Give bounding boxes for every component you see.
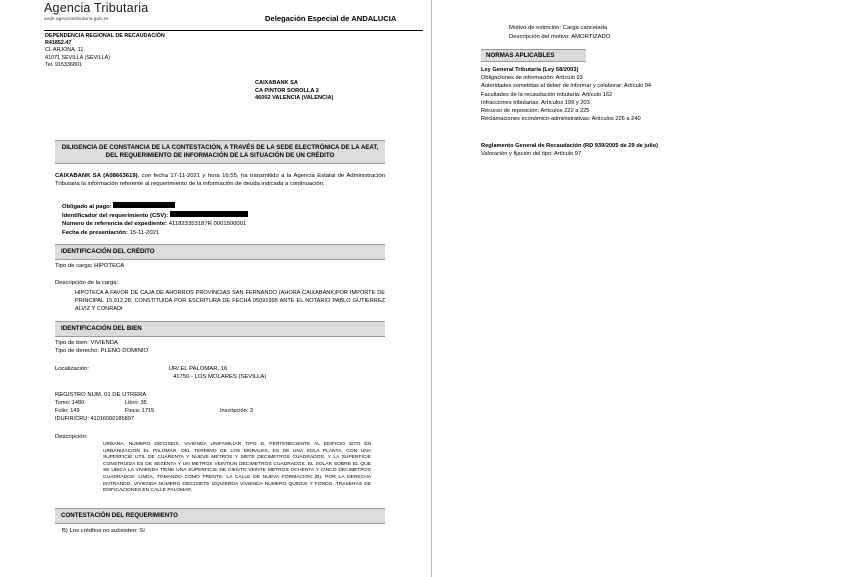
logo-title: Agencia Tributaria	[44, 1, 149, 15]
field-referencia	[62, 220, 392, 229]
ley-title: Ley General Tributaria (Ley 58/2003)	[481, 67, 579, 73]
asset-right-row	[55, 347, 385, 355]
left-page	[0, 0, 431, 577]
ley-item: Obligaciones de información: Artículo 93	[481, 75, 583, 82]
idufir-value: 41016000185897	[90, 416, 134, 423]
credit-section-band	[55, 244, 385, 260]
asset-registry: REGISTRO NUM. 01 DE UTRERA	[55, 391, 147, 398]
dependency-line-1: DEPENDENCIA REGIONAL DE RECAUDACIÓN	[45, 33, 165, 39]
inscripcion-value: 3	[249, 408, 253, 415]
field-fecha	[62, 229, 392, 238]
carga-type-label: Tipo de carga:	[55, 263, 93, 269]
libro-label: Libro:	[125, 400, 139, 407]
asset-band-label: IDENTIFICACIÓN DEL BIEN	[55, 321, 385, 337]
intro-body: , con fecha 17-11-2021 y hora 16:55, ha transmitido a la Agencia Estatal de Administración Tributaria la información referente al requerimiento de la información de deuda indicada a continuación.	[55, 173, 385, 188]
asset-section-band	[55, 321, 385, 337]
document-header	[0, 0, 431, 34]
carga-desc-value: HIPOTECA A FAVOR DE CAJA DE AHORROS PROVINCIAS SAN FERNANDO (AHORA CAIXABANK)POR IMPORTE DE PRINCIPAL 15.912,28, CONSTITUIDA POR ESCRITURA DE FECHA 05091995 ANTE EL NOTARIO PABLO GUTIERREZ ALVIZ Y CONRADI	[75, 289, 385, 312]
folio-label: Folio:	[55, 408, 69, 415]
right-page	[433, 0, 863, 577]
asset-section-body	[55, 339, 385, 495]
registry-row	[55, 415, 385, 423]
recipient-block	[255, 80, 334, 103]
registry-row	[55, 399, 385, 407]
main-title-band	[55, 140, 385, 164]
asset-location-row	[55, 365, 385, 373]
reglamento-block	[481, 142, 811, 158]
inscripcion-label: Inscripción:	[220, 408, 249, 415]
registry-table	[55, 399, 385, 424]
ley-item: Reclamaciones económico-administrativas: Artículos 226 a 240	[481, 116, 641, 123]
carga-desc-label: Descripción de la carga:	[55, 280, 119, 287]
credit-section-body	[55, 262, 385, 313]
field-fecha-label: Fecha de presentación:	[62, 229, 128, 236]
folio-value: 149	[70, 408, 80, 415]
answer-band-label: CONTESTACIÓN DEL REQUERIMIENTO	[55, 508, 385, 524]
agencia-tributaria-wordmark	[44, 2, 204, 21]
asset-location-label: Localización:	[55, 365, 90, 372]
header-rule	[44, 30, 423, 31]
intro-entity: CAIXABANK SA (A08663619)	[55, 173, 138, 179]
asset-type-label: Tipo de bien:	[55, 340, 89, 346]
carga-type-value: HIPOTECA	[94, 263, 125, 269]
field-csv-label: Identificador del requerimiento (CSV):	[62, 212, 169, 219]
asset-description-value: URBANA, NUMERO DIECISEIS, VIVIENDA UNIFAMILIAR TIPO D, PERTENECIENTE AL EDIFICIO SITO EN URBANIZACION EL PALOMAR, DEL TERMINO DE LOS MORALES, ES DE UNA SOLA PLANTA, CON UNA SUPERFICIE UTIL DE CUARENTA Y NUEVE METROS Y SIETE DECIMETROS CUADRADOS, Y LA SUPERFICIE CONSTRUIDA ES DE SESENTA Y UN METROS VEINTIUN DECIMETROS CUADRADOS. EL SOLAR SOBRE EL QUE SE UBICA LA VIVIENDA TIENE UNA SUPERFICIE DE CIENTO VEINTE METROS OCHENTA Y CINCO DECIMETROS CUADRADOS. LINDA, TOMANDO COMO FRENTE, LA CALLE DE NUEVA FORMACION (B), POR LA DERECHA ENTRANDO, VIVIENDA NUMERO DIECISIETE IZQUIERDA VIVIENDA NUMERO QUINCE Y FONDO, TRASERAS DE EDIFICACIONES EN CALLE PALOMAR.	[103, 442, 371, 494]
intro-paragraph	[55, 172, 385, 189]
logo-subtitle: sede.agenciatributaria.gob.es	[44, 16, 109, 21]
inscripcion-cell	[220, 407, 340, 415]
folio-cell	[55, 407, 125, 415]
finca-value: 1715	[141, 408, 155, 415]
finca-label: Finca:	[125, 408, 141, 415]
carga-type-row	[55, 262, 385, 270]
asset-location-value-2: 41750 - LOS MOLARES (SEVILLA)	[173, 374, 267, 381]
ley-item: Infracciones tributarias: Artículos 199 y 203	[481, 99, 590, 106]
registry-row	[55, 407, 385, 415]
ley-general-block	[481, 66, 811, 123]
tomo-value: 1480	[71, 400, 85, 407]
ley-item: Recurso de reposición: Artículos 222 a 225	[481, 108, 590, 115]
asset-right-value: PLENO DOMINIO	[100, 348, 149, 355]
delegation-label: Delegación Especial de ANDALUCIA	[265, 14, 397, 23]
dependency-line-3: CL ARJONA, 11	[45, 47, 84, 54]
redaction-bar	[113, 202, 175, 208]
asset-right-label: Tipo de derecho:	[55, 348, 99, 355]
libro-cell	[125, 399, 220, 407]
descripcion-motivo: Descripción del motivo: AMORTIZADO	[509, 34, 611, 40]
request-fields	[62, 203, 392, 237]
field-referencia-value: 411823353187R 0001500001	[168, 221, 247, 228]
tomo-label: Tomo:	[55, 400, 71, 407]
answer-section-body	[62, 527, 392, 535]
answer-section-band	[55, 508, 385, 524]
main-title: DILIGENCIA DE CONSTANCIA DE LA CONTESTACIÓN, A TRAVÉS DE LA SEDE ELECTRÓNICA DE LA AEAT, DEL REQUERIMIENTO DE INFORMACIÓN DE LA SITUACIÓN DE UN CRÉDITO	[55, 140, 385, 164]
asset-type-row	[55, 339, 385, 347]
dependency-block	[45, 33, 165, 69]
motivo-extincion: Motivo de extinción: Carga cancelada	[509, 25, 608, 31]
reglamento-title: Reglamento General de Recaudación (RD 939/2005 de 29 de julio)	[481, 143, 659, 149]
asset-location-value-1: UR/ EL PALOMAR, 16	[168, 365, 228, 372]
dependency-line-5: Tel. 915336801	[45, 61, 82, 68]
field-fecha-value: 15-11-2021	[129, 229, 160, 236]
idufir-cell	[55, 415, 134, 423]
recipient-line-3: 46002 VALENCIA (VALENCIA)	[255, 95, 334, 102]
reglamento-item: Valoración y fijación del tipo: Artículo 97	[481, 151, 582, 158]
page-divider	[431, 0, 432, 577]
finca-cell	[125, 407, 220, 415]
recipient-line-1: CAIXABANK SA	[255, 80, 298, 86]
asset-description-label: Descripción:	[55, 433, 88, 440]
credit-band-label: IDENTIFICACIÓN DEL CRÉDITO	[55, 244, 385, 260]
redaction-bar	[170, 211, 248, 217]
field-csv	[62, 212, 392, 221]
normas-band-label: NORMAS APLICABLES	[481, 49, 586, 62]
ley-item: Autoridades sometidas al deber de informar y colaborar: Artículo 94	[481, 83, 652, 90]
libro-value: 35	[140, 400, 147, 407]
dependency-line-4: 41071 SEVILLA (SEVILLA)	[45, 54, 111, 61]
idufir-label: IDUFIR/CRU:	[55, 416, 89, 423]
field-referencia-label: Número de referencia del expediente:	[62, 221, 168, 228]
dependency-line-2: R41852.47	[45, 40, 72, 47]
tomo-cell	[55, 399, 125, 407]
intro-text	[55, 172, 385, 189]
field-obligado-label: Obligado al pago:	[62, 204, 112, 210]
recipient-line-2: CA PINTOR SOROLLA 2	[255, 87, 319, 94]
asset-type-value: VIVIENDA	[90, 340, 118, 346]
answer-line: B) Los créditos no subsisten: Sí	[62, 528, 145, 534]
ley-item: Facultades de la recaudación tributaria: Artículo 162	[481, 91, 613, 98]
